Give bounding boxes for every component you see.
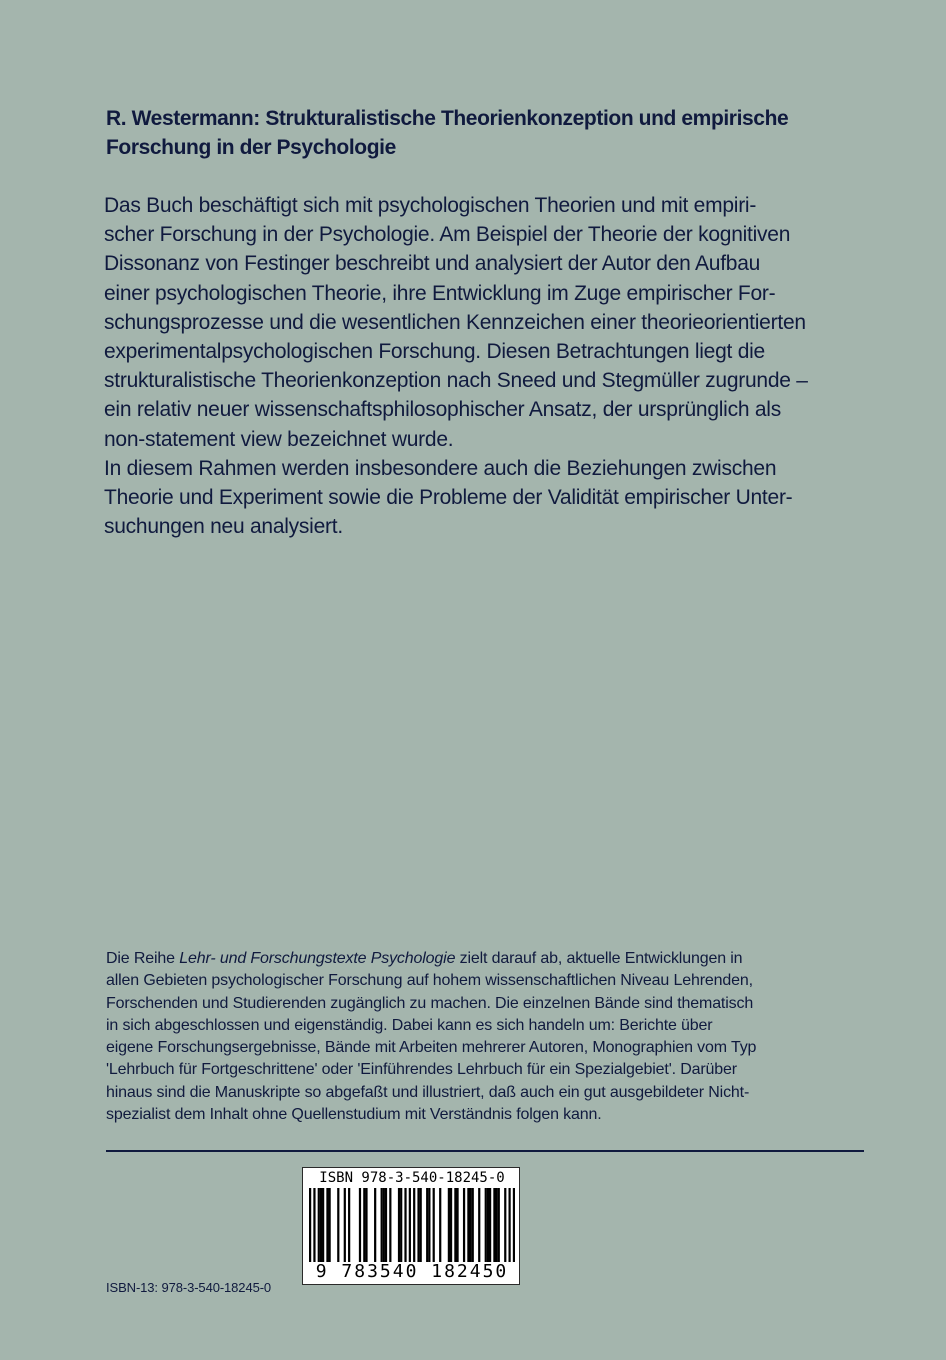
description-line: strukturalistische Theorienkonzeption nach Sneed und Stegmüller zugrunde – <box>104 369 808 393</box>
series-name: Lehr- und Forschungstexte Psychologie <box>179 950 456 967</box>
series-line-1 <box>106 948 866 970</box>
barcode-bar <box>374 1188 376 1262</box>
barcode-bar <box>478 1188 480 1262</box>
barcode-bar <box>489 1188 491 1262</box>
barcode-bar <box>467 1188 469 1262</box>
description-line: Das Buch beschäftigt sich mit psychologischen Theorien und mit empiri- <box>104 194 757 217</box>
series-prefix: Die Reihe <box>106 950 180 967</box>
description-line: experimentalpsychologischen Forschung. Diesen Betrachtungen liegt die <box>104 340 765 364</box>
barcode-bar <box>495 1188 497 1262</box>
barcode-bar <box>413 1188 415 1262</box>
book-description <box>104 191 864 541</box>
series-line: allen Gebieten psychologischer Forschung auf hohem wissenschaftlichen Niveau Lehrenden, <box>106 972 753 990</box>
barcode-bar <box>508 1188 510 1262</box>
barcode-bar <box>309 1188 311 1262</box>
barcode-bar <box>389 1188 391 1262</box>
barcode-bar <box>359 1188 361 1262</box>
book-title <box>106 104 866 162</box>
description-line: Theorie und Experiment sowie die Probleme der Validität empirischer Unter- <box>104 486 793 510</box>
barcode-bars <box>309 1188 515 1262</box>
barcode-bar <box>381 1188 383 1262</box>
barcode-bar <box>513 1188 515 1262</box>
series-description <box>106 948 866 1126</box>
series-line: hinaus sind die Manuskripte so abgefaßt und illustriert, daß auch ein gut ausgebildeter Nicht- <box>106 1083 750 1101</box>
barcode-bar <box>320 1188 322 1262</box>
barcode-bar <box>326 1188 328 1262</box>
barcode-bar <box>450 1188 452 1262</box>
description-line: In diesem Rahmen werden insbesondere auch die Beziehungen zwischen <box>104 456 777 480</box>
series-suffix: zielt darauf ab, aktuelle Entwicklungen in <box>455 950 743 967</box>
barcode-bar <box>433 1188 435 1262</box>
barcode-bar <box>417 1188 419 1262</box>
barcode-bar <box>385 1188 387 1262</box>
series-line: eigene Forschungsergebnisse, Bände mit Arbeiten mehrerer Autoren, Monographien vom Typ <box>106 1039 757 1057</box>
title-line-1: R. Westermann: Strukturalistische Theorienkonzeption und empirische <box>106 107 789 130</box>
barcode-bar <box>322 1188 324 1262</box>
barcode-bar <box>498 1188 500 1262</box>
barcode-bar <box>428 1188 430 1262</box>
series-line: in sich abgeschlossen und eigenständig. Dabei kann es sich handeln um: Berichte über <box>106 1016 713 1034</box>
barcode-bar <box>456 1188 458 1262</box>
description-line: non-statement view bezeichnet wurde. <box>104 427 454 451</box>
barcode-bar <box>363 1188 365 1262</box>
barcode-bar <box>313 1188 315 1262</box>
description-line: schungsprozesse und die wesentlichen Kennzeichen einer theorieorientierten <box>104 310 806 334</box>
barcode-bar <box>439 1188 441 1262</box>
series-line: Forschenden und Studierenden zugänglich zu machen. Die einzelnen Bände sind thematisch <box>106 994 754 1012</box>
divider <box>106 1150 864 1152</box>
isbn-13: ISBN-13: 978-3-540-18245-0 <box>106 1280 272 1295</box>
barcode-bar <box>348 1188 350 1262</box>
barcode-bar <box>400 1188 402 1262</box>
barcode-bar <box>344 1188 346 1262</box>
barcode-bar <box>365 1188 367 1262</box>
barcode-bar <box>420 1188 422 1262</box>
barcode-bar <box>493 1188 495 1262</box>
description-line: scher Forschung in der Psychologie. Am Beispiel der Theorie der kognitiven <box>104 223 791 247</box>
isbn-barcode <box>302 1167 520 1285</box>
description-line: einer psychologischen Theorie, ihre Entwicklung im Zuge empirischer For- <box>104 281 776 305</box>
barcode-bar <box>487 1188 489 1262</box>
barcode-bar <box>398 1188 400 1262</box>
barcode-bar <box>448 1188 450 1262</box>
barcode-bar <box>426 1188 428 1262</box>
series-line: spezialist dem Inhalt ohne Quellenstudium mit Verständnis folgen kann. <box>106 1106 602 1124</box>
barcode-bar <box>472 1188 474 1262</box>
barcode-bar <box>463 1188 465 1262</box>
barcode-bar <box>318 1188 320 1262</box>
description-line: suchungen neu analysiert. <box>104 515 343 539</box>
description-line: ein relativ neuer wissenschaftsphilosophischer Ansatz, der ursprünglich als <box>104 398 781 422</box>
series-line: 'Lehrbuch für Fortgeschrittene' oder 'Einführendes Lehrbuch für ein Spezialgebiet'. Darüber <box>106 1061 737 1079</box>
barcode-bar <box>383 1188 385 1262</box>
barcode-bar <box>337 1188 339 1262</box>
barcode-isbn-text: ISBN 978-3-540-18245-0 <box>319 1170 505 1186</box>
barcode-bar <box>504 1188 506 1262</box>
title-line-2: Forschung in der Psychologie <box>106 136 396 159</box>
barcode-bar <box>409 1188 411 1262</box>
description-line: Dissonanz von Festinger beschreibt und analysiert der Autor den Aufbau <box>104 252 761 276</box>
barcode-bar <box>454 1188 456 1262</box>
barcode-bar <box>469 1188 471 1262</box>
barcode-bar <box>329 1188 331 1262</box>
barcode-bar <box>404 1188 406 1262</box>
barcode-bar <box>485 1188 487 1262</box>
barcode-digits: 9 783540 182450 <box>315 1261 509 1282</box>
